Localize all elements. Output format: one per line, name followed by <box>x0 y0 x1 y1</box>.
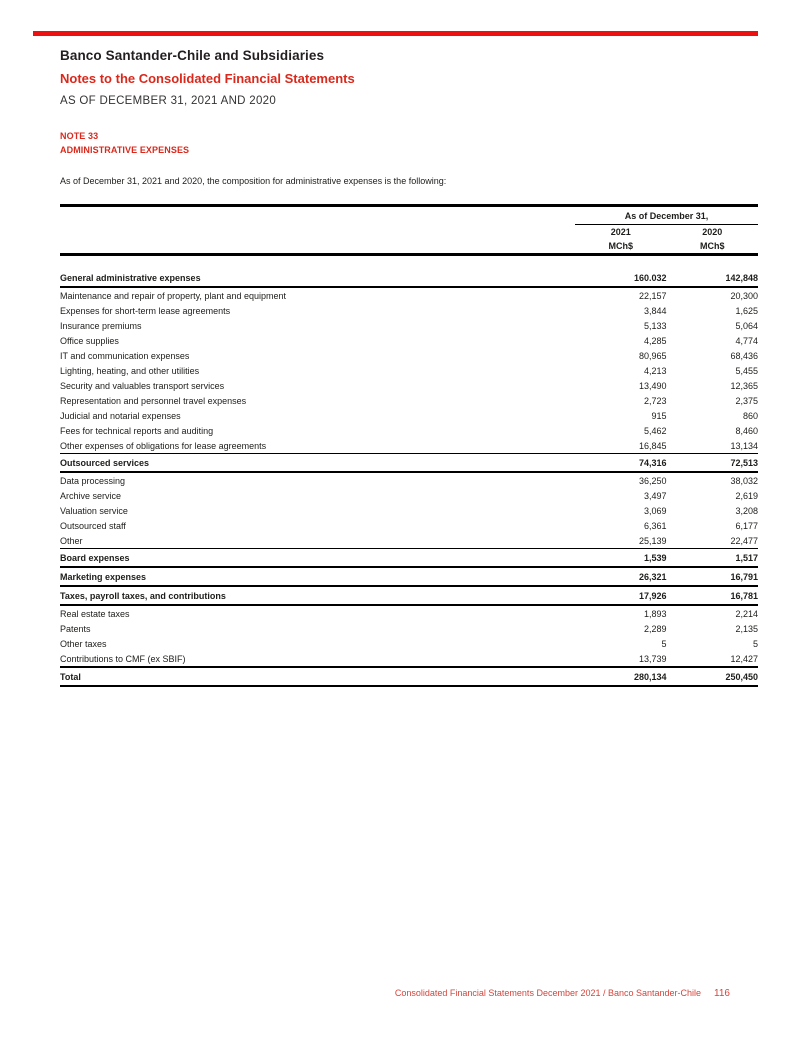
company-title: Banco Santander-Chile and Subsidiaries <box>60 48 325 63</box>
row-value-2020: 22,477 <box>667 533 759 549</box>
table-row <box>60 438 758 454</box>
row-value-2020: 38,032 <box>730 475 759 486</box>
row-value-2021: 6,361 <box>643 520 667 531</box>
table-row <box>60 363 758 378</box>
row-value-2021: 13,739 <box>575 651 667 667</box>
row-value-2020: 8,460 <box>735 425 759 436</box>
table-row <box>60 605 758 621</box>
row-value-2020: 142,848 <box>667 269 759 287</box>
table-row <box>60 423 758 438</box>
row-value-2020: 1,625 <box>735 305 759 316</box>
table-row <box>60 454 758 473</box>
row-value-2020: 5,455 <box>735 365 759 376</box>
row-value-2021: 280,134 <box>575 667 667 686</box>
table-row <box>60 621 758 636</box>
row-value-2020: 4,774 <box>735 335 759 346</box>
row-value-2021: 4,285 <box>643 335 667 346</box>
row-value-2020: 2,214 <box>735 608 759 619</box>
header-empty-cell <box>60 225 575 240</box>
brand-red-bar <box>33 31 758 36</box>
row-value-2020: 12,427 <box>667 651 759 667</box>
header-empty-cell <box>60 239 575 255</box>
header-spacer-row <box>60 255 758 270</box>
page-number: 116 <box>714 988 730 999</box>
row-value-2021: 160.032 <box>575 269 667 287</box>
table-row <box>60 269 758 287</box>
row-value-2021: 2,289 <box>643 623 667 634</box>
row-value-2021: 4,213 <box>643 365 667 376</box>
row-label: Valuation service <box>60 505 128 516</box>
header-unit-row <box>60 239 758 255</box>
row-value-2020: 16,781 <box>667 586 759 605</box>
row-label: Other <box>60 533 575 549</box>
row-value-2021: 26,321 <box>575 567 667 586</box>
row-value-2021: 5,462 <box>643 425 667 436</box>
table-row <box>60 586 758 605</box>
table-row <box>60 318 758 333</box>
row-value-2020: 6,177 <box>735 520 759 531</box>
row-label: Outsourced staff <box>60 520 126 531</box>
row-value-2021: 3,497 <box>643 490 667 501</box>
row-label: Board expenses <box>60 549 575 568</box>
header-empty-cell <box>60 206 575 225</box>
table-row <box>60 408 758 423</box>
row-value-2020: 860 <box>742 410 759 421</box>
row-value-2020: 5 <box>753 638 759 649</box>
table-row <box>60 667 758 686</box>
row-label: Office supplies <box>60 335 119 346</box>
table-row <box>60 518 758 533</box>
intro-paragraph: As of December 31, 2021 and 2020, the composition for administrative expenses is the following: <box>60 176 447 186</box>
row-label: Marketing expenses <box>60 567 575 586</box>
row-label: General administrative expenses <box>60 269 575 287</box>
row-label: Total <box>60 667 575 686</box>
table-row <box>60 378 758 393</box>
row-value-2020: 2,375 <box>735 395 759 406</box>
row-value-2020: 13,134 <box>667 438 759 454</box>
table-row <box>60 393 758 408</box>
column-unit-2021: MCh$ <box>575 239 667 255</box>
row-value-2020: 3,208 <box>735 505 759 516</box>
note-number: NOTE 33 <box>60 131 99 141</box>
row-label: Contributions to CMF (ex SBIF) <box>60 651 575 667</box>
row-label: Outsourced services <box>60 454 575 473</box>
row-label: IT and communication expenses <box>60 350 190 361</box>
row-value-2020: 1,517 <box>667 549 759 568</box>
row-value-2020: 12,365 <box>730 380 759 391</box>
column-year-2020: 2020 <box>702 227 723 237</box>
row-value-2021: 25,139 <box>575 533 667 549</box>
table-row <box>60 567 758 586</box>
row-value-2021: 13,490 <box>638 380 667 391</box>
row-label: Patents <box>60 623 91 634</box>
table-row <box>60 303 758 318</box>
table-row <box>60 287 758 303</box>
row-label: Insurance premiums <box>60 320 142 331</box>
row-value-2021: 22,157 <box>638 290 667 301</box>
header-year-row <box>60 225 758 240</box>
table-row <box>60 348 758 363</box>
row-value-2020: 250,450 <box>667 667 759 686</box>
row-value-2021: 1,893 <box>643 608 667 619</box>
row-label: Taxes, payroll taxes, and contributions <box>60 586 575 605</box>
row-label: Archive service <box>60 490 122 501</box>
row-value-2021: 5,133 <box>643 320 667 331</box>
row-value-2020: 68,436 <box>730 350 759 361</box>
row-label: Representation and personnel travel expenses <box>60 395 247 406</box>
row-label: Real estate taxes <box>60 608 130 619</box>
row-label: Fees for technical reports and auditing <box>60 425 214 436</box>
row-label: Other expenses of obligations for lease agreements <box>60 438 575 454</box>
row-value-2021: 2,723 <box>643 395 667 406</box>
row-value-2021: 1,539 <box>575 549 667 568</box>
table-row <box>60 472 758 488</box>
row-value-2020: 16,791 <box>667 567 759 586</box>
table-row <box>60 533 758 549</box>
footer-text: Consolidated Financial Statements December 2021 / Banco Santander-Chile <box>394 988 702 998</box>
note-title: ADMINISTRATIVE EXPENSES <box>60 145 190 155</box>
page-footer <box>395 988 730 999</box>
row-value-2021: 915 <box>651 410 667 421</box>
row-value-2021: 3,069 <box>643 505 667 516</box>
row-label: Security and valuables transport services <box>60 380 225 391</box>
row-label: Lighting, heating, and other utilities <box>60 365 200 376</box>
column-year-2021: 2021 <box>610 227 631 237</box>
row-label: Data processing <box>60 475 126 486</box>
row-value-2021: 74,316 <box>575 454 667 473</box>
row-label: Judicial and notarial expenses <box>60 410 181 421</box>
document-period: AS OF DECEMBER 31, 2021 AND 2020 <box>60 95 277 107</box>
note-heading <box>60 129 758 157</box>
document-subtitle: Notes to the Consolidated Financial Statements <box>60 71 355 86</box>
row-value-2020: 20,300 <box>730 290 759 301</box>
row-value-2021: 5 <box>661 638 667 649</box>
row-label: Maintenance and repair of property, plant and equipment <box>60 290 286 301</box>
row-value-2020: 2,619 <box>735 490 759 501</box>
row-label: Other taxes <box>60 638 107 649</box>
column-unit-2020: MCh$ <box>667 239 759 255</box>
table-row <box>60 333 758 348</box>
row-value-2021: 16,845 <box>575 438 667 454</box>
administrative-expenses-table <box>60 204 758 687</box>
table-row <box>60 651 758 667</box>
row-value-2021: 36,250 <box>638 475 667 486</box>
row-label: Expenses for short-term lease agreements <box>60 305 231 316</box>
table-row <box>60 488 758 503</box>
row-value-2020: 5,064 <box>735 320 759 331</box>
row-value-2021: 80,965 <box>638 350 667 361</box>
row-value-2020: 72,513 <box>667 454 759 473</box>
table-header <box>60 206 758 270</box>
table-row <box>60 636 758 651</box>
header-date-span: As of December 31, <box>575 206 758 225</box>
page-content <box>60 48 758 687</box>
row-value-2021: 17,926 <box>575 586 667 605</box>
table-row <box>60 503 758 518</box>
table-row <box>60 549 758 568</box>
row-value-2021: 3,844 <box>643 305 667 316</box>
table-body <box>60 269 758 686</box>
header-date-row <box>60 206 758 225</box>
row-value-2020: 2,135 <box>735 623 759 634</box>
